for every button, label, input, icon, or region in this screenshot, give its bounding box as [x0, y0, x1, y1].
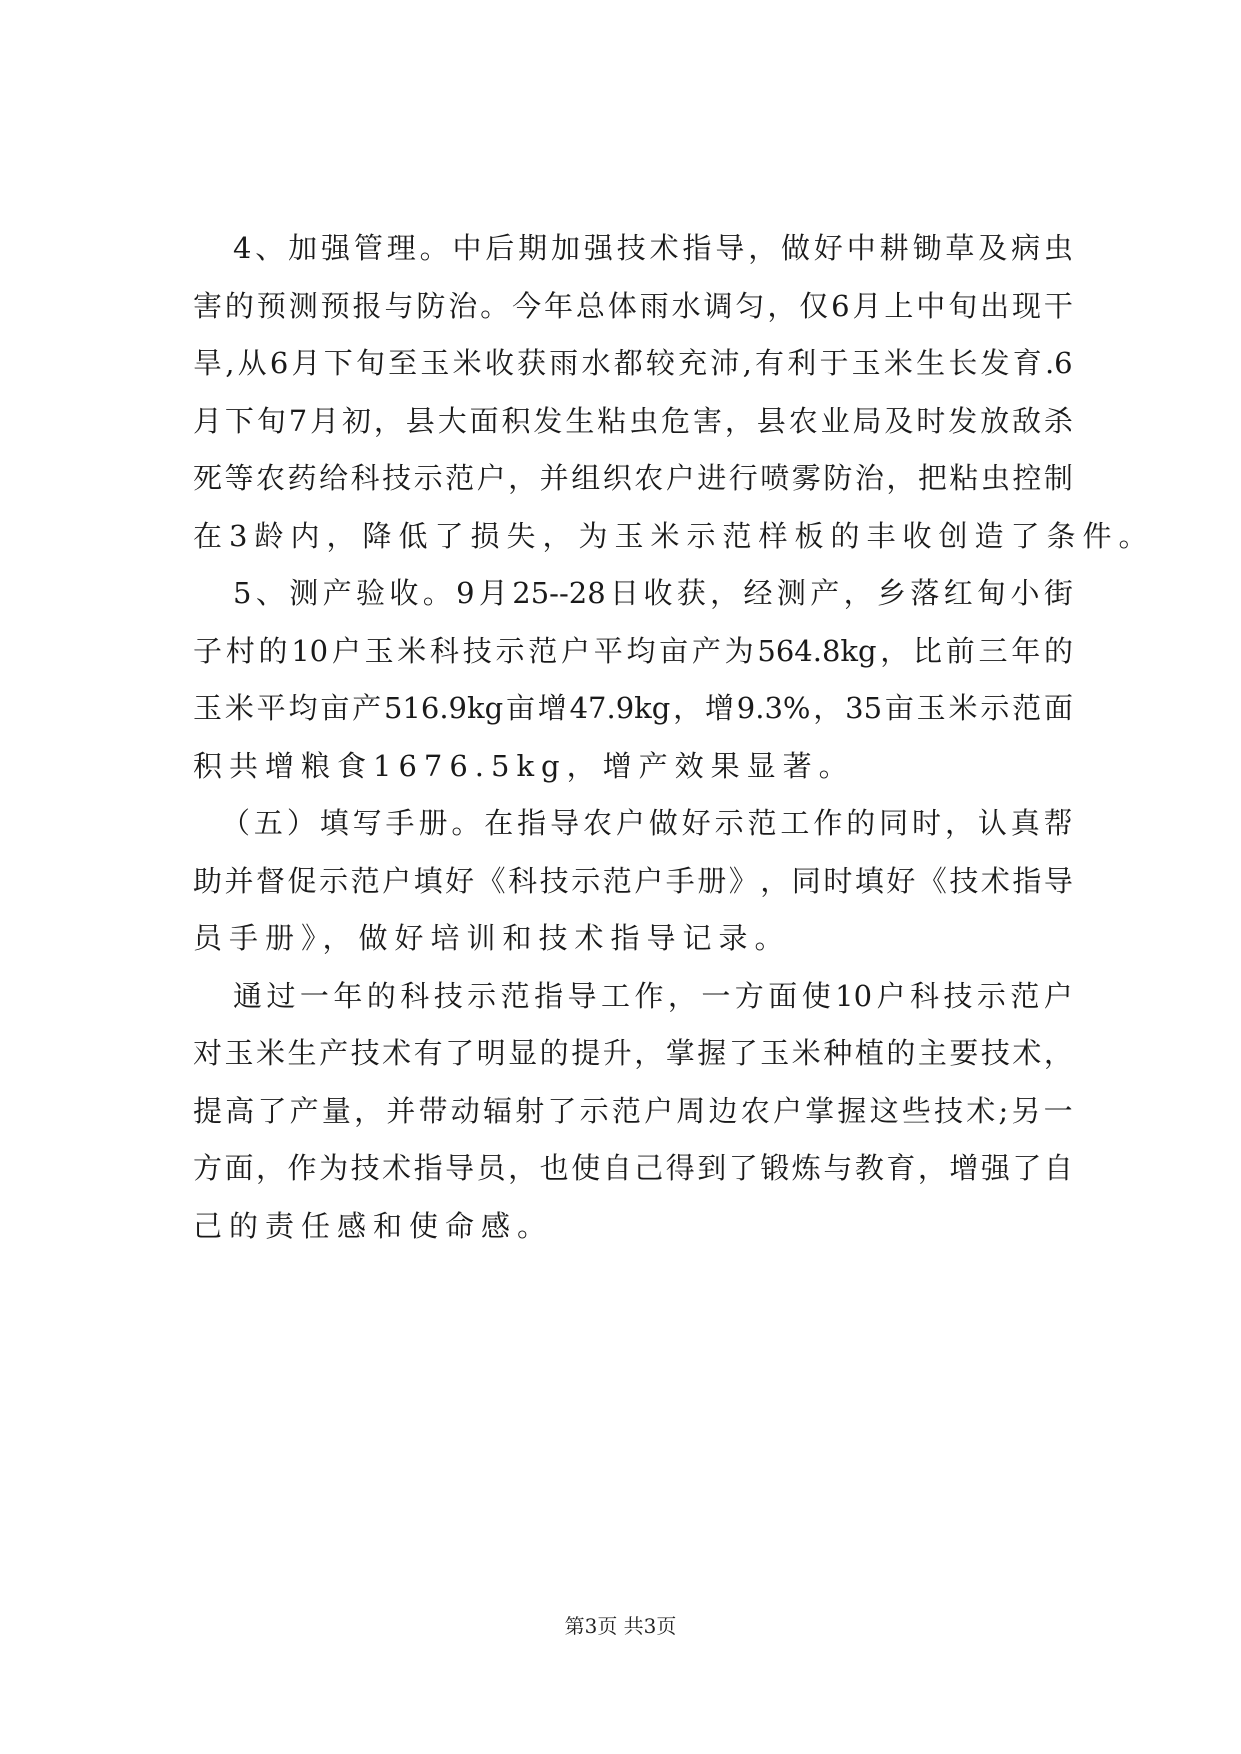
section-five-line-2: 助 并 督 促 示 范 户 填 好 《 科 技 示 范 户 手 册 》 ， 同 时 填 好 《 技 术 指 导	[193, 864, 1073, 898]
conclusion-line-4: 方 面 ， 作 为 技 术 指 导 员 ， 也 使 自 己 得 到 了 锻 炼 与 教 育 ， 增 强 了 自	[193, 1151, 1073, 1185]
section-five-line-3: 员手册》，做好培训和技术指导记录。	[193, 921, 791, 955]
page-footer	[0, 1612, 1241, 1640]
paragraph-5-line-1: 5 、 测 产 验 收 。 9 月 25--28 日 收 获 ， 经 测 产 ， 乡 落 红 甸 小 街	[233, 576, 1073, 610]
paragraph-5-line-3: 玉 米 平 均 亩 产 516.9kg 亩 增 47.9kg ， 增 9.3% ， 35 亩 玉 米 示 范 面	[193, 691, 1073, 725]
paragraph-4-line-1: 4 、 加 强 管 理 。 中 后 期 加 强 技 术 指 导 ， 做 好 中 耕 锄 草 及 病 虫	[233, 231, 1073, 265]
conclusion-line-2: 对 玉 米 生 产 技 术 有 了 明 显 的 提 升 ， 掌 握 了 玉 米 种 植 的 主 要 技 术 ，	[193, 1036, 1073, 1070]
paragraph-4-line-4: 月 下 旬 7 月 初 ， 县 大 面 积 发 生 粘 虫 危 害 ， 县 农 业 局 及 时 发 放 敌 杀	[193, 404, 1073, 438]
paragraph-4-line-6: 在3龄内，降低了损失，为玉米示范样板的丰收创造了条件。	[193, 519, 1155, 553]
conclusion-line-3: 提 高 了 产 量 ， 并 带 动 辐 射 了 示 范 户 周 边 农 户 掌 握 这 些 技 术 ; 另 一	[193, 1094, 1073, 1128]
paragraph-5-line-2: 子 村 的 10 户 玉 米 科 技 示 范 户 平 均 亩 产 为 564.8kg ， 比 前 三 年 的	[193, 634, 1073, 668]
paragraph-5-line-4: 积共增粮食1676.5kg，增产效果显著。	[193, 749, 855, 783]
section-five-line-1: （ 五 ） 填 写 手 册 。 在 指 导 农 户 做 好 示 范 工 作 的 同 时 ， 认 真 帮	[221, 806, 1073, 840]
paragraph-4-line-3: 旱 , 从 6 月 下 旬 至 玉 米 收 获 雨 水 都 较 充 沛 , 有 利 于 玉 米 生 长 发 育 .6	[193, 346, 1073, 380]
page-number-label: 第3页 共3页	[564, 1614, 677, 1638]
paragraph-4-line-5: 死 等 农 药 给 科 技 示 范 户 ， 并 组 织 农 户 进 行 喷 雾 防 治 ， 把 粘 虫 控 制	[193, 461, 1073, 495]
conclusion-line-5: 己的责任感和使命感。	[193, 1209, 554, 1243]
conclusion-line-1: 通 过 一 年 的 科 技 示 范 指 导 工 作 ， 一 方 面 使 10 户 科 技 示 范 户	[233, 979, 1073, 1013]
paragraph-4-line-2: 害 的 预 测 预 报 与 防 治 。 今 年 总 体 雨 水 调 匀 ， 仅 6 月 上 中 旬 出 现 干	[193, 289, 1073, 323]
